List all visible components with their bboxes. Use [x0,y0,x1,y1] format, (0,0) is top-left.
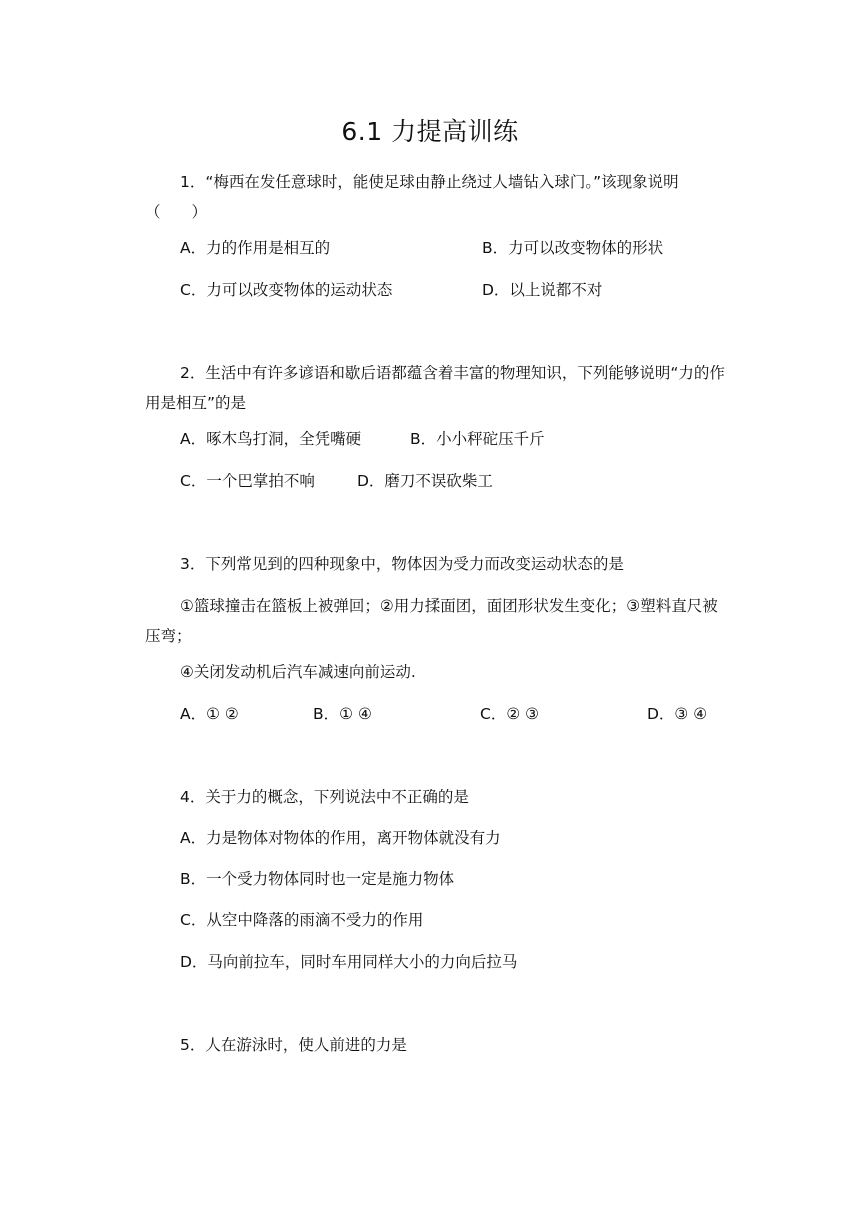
question-1-option-d: D．以上说都不对 [482,281,603,299]
question-4-option-b: B．一个受力物体同时也一定是施力物体 [180,870,455,888]
document-title: 6.1 力提高训练 [341,117,519,146]
question-5-stem: 5．人在游泳时，使人前进的力是 [180,1036,407,1054]
question-1-option-c: C．力可以改变物体的运动状态 [180,281,393,299]
question-4-option-c: C．从空中降落的雨滴不受力的作用 [180,911,424,929]
question-4-option-d: D．马向前拉车，同时车用同样大小的力向后拉马 [180,953,518,971]
question-1-option-a: A．力的作用是相互的 [180,239,331,257]
question-3-option-c: C．② ③ [480,705,540,723]
question-2-option-c: C．一个巴掌拍不响 [180,472,315,490]
question-3-option-a: A．① ② [180,705,239,723]
question-2-option-b: B．小小秤砣压千斤 [410,430,545,448]
question-3-stem: 3．下列常见到的四种现象中，物体因为受力而改变运动状态的是 [180,555,624,573]
question-2-option-a: A．啄木鸟打洞，全凭嘴硬 [180,430,362,448]
question-4-stem: 4．关于力的概念，下列说法中不正确的是 [180,788,469,806]
question-1-stem: 1．“梅西在发任意球时，能使足球由静止绕过人墙钻入球门。”该现象说明（ ） [145,173,679,221]
question-1-option-b: B．力可以改变物体的形状 [482,239,664,257]
question-4-option-a: A．力是物体对物体的作用，离开物体就没有力 [180,829,501,847]
question-3-option-b: B．① ④ [313,705,372,723]
question-3-option-d: D．③ ④ [647,705,708,723]
question-2-option-d: D．磨刀不误砍柴工 [357,472,493,490]
question-2-stem: 2．生活中有许多谚语和歇后语都蕴含着丰富的物理知识，下列能够说明“力的作用是相互”的是 [145,364,725,412]
question-3-detail-2: ④关闭发动机后汽车减速向前运动. [180,663,416,681]
question-3-detail-1: ①篮球撞击在篮板上被弹回；②用力揉面团，面团形状发生变化；③塑料直尺被压弯； [145,597,718,645]
